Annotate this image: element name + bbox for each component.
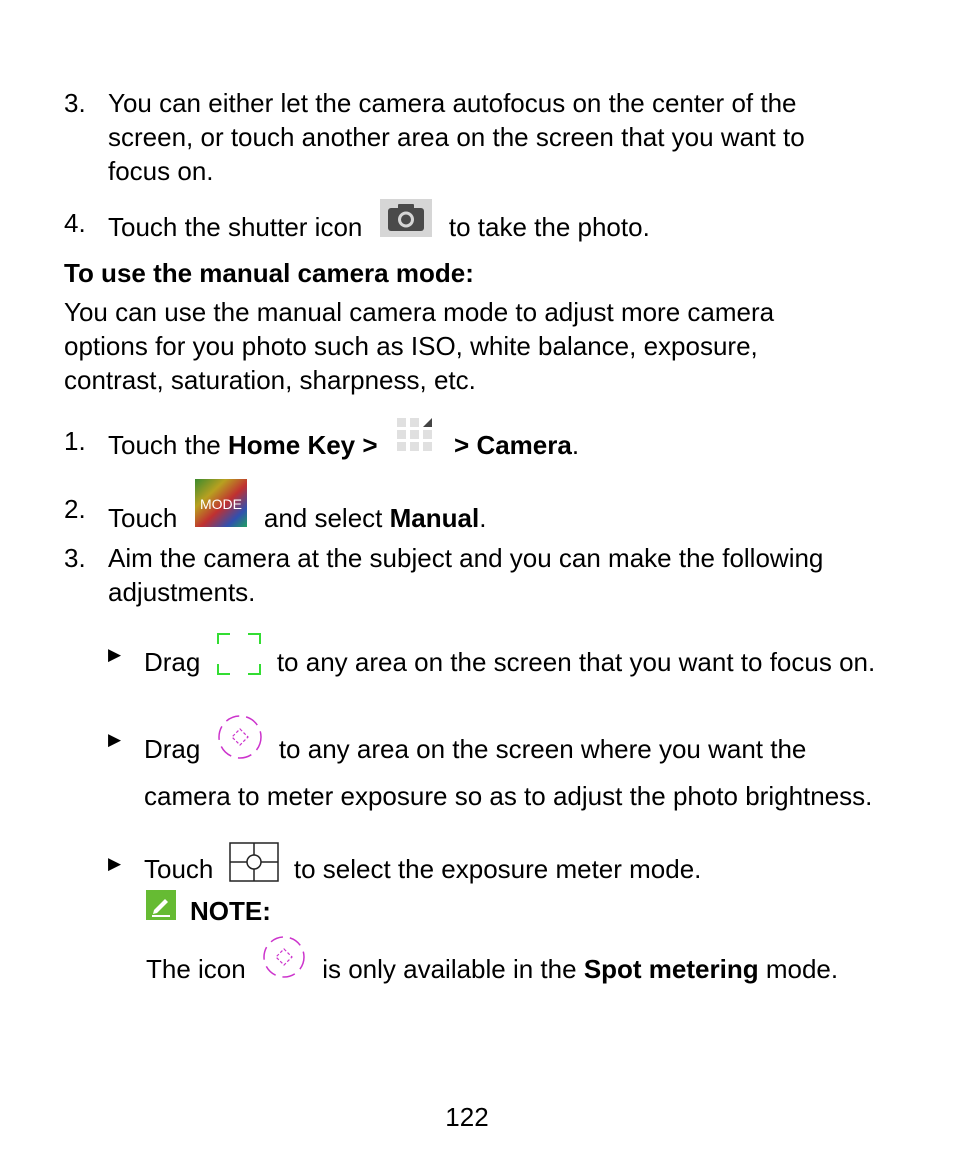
- step-text-before: Touch the shutter icon: [108, 211, 363, 242]
- bullet-text-post: to any area on the screen where you want the camera to meter exposure so as to adjust the photo brightness.: [144, 733, 873, 811]
- step-number: 1.: [64, 426, 86, 456]
- bullet-metering: [108, 723, 888, 813]
- step-text: [108, 492, 884, 548]
- step-number: 3.: [64, 88, 86, 118]
- step-text-pre: Touch the: [108, 429, 228, 460]
- mode-icon-label: MODE: [199, 496, 242, 512]
- step-3-adjustments: [64, 541, 884, 609]
- step-number: 3.: [64, 543, 86, 573]
- metering-circle-icon: [216, 713, 264, 769]
- bullet-triangle-icon: ▶: [108, 645, 122, 664]
- spot-metering-label: Spot metering: [583, 953, 759, 984]
- manual-label: Manual: [389, 502, 480, 533]
- camera-label: > Camera: [454, 429, 572, 460]
- step-text: Aim the camera at the subject and you can make the following adjustments.: [108, 543, 824, 607]
- bullet-text-pre: Touch: [144, 853, 214, 884]
- bullet-text-pre: Drag: [144, 733, 201, 764]
- shutter-icon: [380, 199, 432, 245]
- step-text-mid: and select: [263, 502, 390, 533]
- focus-frame-icon: [216, 632, 262, 684]
- note-text-post: mode.: [758, 953, 839, 984]
- step-text-post: .: [571, 429, 580, 460]
- bullet-text-post: to select the exposure meter mode.: [293, 853, 702, 884]
- step-text: You can either let the camera autofocus on the center of the screen, or touch another area on the screen that you want to focus on.: [108, 88, 805, 186]
- step-text-after: to take the photo.: [448, 211, 650, 242]
- exposure-meter-mode-icon: [229, 842, 279, 890]
- bullet-triangle-icon: ▶: [108, 730, 122, 749]
- note-title: NOTE:: [190, 896, 271, 926]
- step-text-post: .: [479, 502, 487, 533]
- step-text: [108, 206, 884, 252]
- metering-circle-icon: [261, 934, 307, 988]
- step-text-pre: Touch: [108, 502, 178, 533]
- bullet-text-pre: Drag: [144, 646, 201, 677]
- home-key-label: Home Key >: [227, 429, 378, 460]
- manual-mode-intro: You can use the manual camera mode to adjust more camera options for you photo such as ISO, white balance, exposure, contrast, saturation, sharpness, etc.: [64, 297, 775, 395]
- bullet-text: [144, 638, 888, 690]
- note-text-mid: is only available in the: [322, 953, 584, 984]
- bullet-triangle-icon: ▶: [108, 854, 122, 873]
- note-text: [146, 944, 866, 998]
- step-4-shutter: [64, 206, 884, 252]
- apps-grid-icon: [395, 416, 437, 462]
- mode-icon: [195, 479, 247, 535]
- bullet-focus-frame: [108, 638, 888, 690]
- note-text-pre: The icon: [146, 953, 246, 984]
- step-3-autofocus: [64, 86, 884, 188]
- bullet-text: [144, 847, 888, 895]
- bullet-exposure-mode: [108, 847, 888, 895]
- step-1-open-camera: [64, 424, 884, 470]
- manual-mode-heading: To use the manual camera mode:: [64, 258, 474, 288]
- page-number: 122: [445, 1102, 489, 1132]
- step-number: 2.: [64, 494, 86, 524]
- bullet-text: [144, 723, 888, 813]
- step-2-select-manual: [64, 492, 884, 548]
- note-pencil-icon: [146, 890, 176, 927]
- step-text: [108, 424, 884, 470]
- bullet-text-post: to any area on the screen that you want to focus on.: [276, 646, 876, 677]
- step-number: 4.: [64, 208, 86, 238]
